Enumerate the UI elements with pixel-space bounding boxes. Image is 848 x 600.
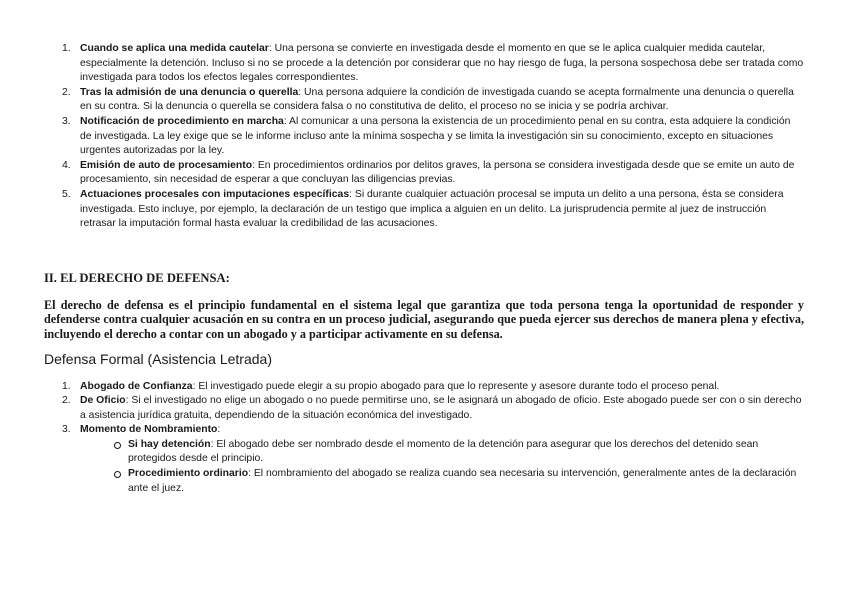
list-term: Actuaciones procesales con imputaciones específicas [80, 188, 350, 200]
circle-bullet-icon [114, 442, 121, 449]
list-item [62, 188, 804, 232]
list-term: Tras la admisión de una denuncia o querella [80, 86, 299, 98]
list-text: : El investigado puede elegir a su propio abogado para que lo represente y asesore durante todo el proceso penal. [192, 380, 720, 392]
list-number: 4. [62, 159, 71, 171]
circle-bullet-icon [114, 471, 121, 478]
list-number: 1. [62, 43, 71, 54]
list-item [62, 423, 804, 496]
sublist-term: Si hay detención [128, 438, 211, 450]
list-term: Momento de Nombramiento [80, 424, 218, 436]
sublist-item [114, 467, 804, 496]
list-item [62, 394, 804, 423]
list-text: : Si durante cualquier actuación procesal se imputa un delito a una persona, ésta se considera investigada. Esto incluye, por ejemplo, la declaración de un testigo que implica a alguien en un delito. La jurisprudencia permite al juez de instrucción retrasar la imputación formal hasta evaluar la credibilidad de las acusaciones. [80, 188, 784, 230]
list-term: Emisión de auto de procesamiento [80, 159, 253, 171]
appointment-moment-sublist [114, 438, 804, 496]
list-number: 2. [62, 395, 71, 407]
list-text: : [217, 424, 221, 436]
list-item [62, 115, 804, 159]
sub-heading: Defensa Formal (Asistencia Letrada) [44, 350, 272, 367]
list-item [62, 42, 804, 86]
list-term: Cuando se aplica una medida cautelar [80, 43, 269, 54]
list-number: 5. [62, 188, 71, 200]
list-term: Abogado de Confianza [80, 380, 193, 392]
list-text: : Al comunicar a una persona la existencia de un procedimiento penal en su contra, esta adquiere la condición de investigada. La ley exige que se le informe incluso ante la mínima sospecha y se limita la investigación sin su conocimiento, excepto en situaciones urgentes autorizadas por la ley. [80, 115, 791, 157]
list-number: 3. [62, 424, 71, 436]
section-heading: II. EL DERECHO DE DEFENSA: [44, 270, 230, 285]
list-item [62, 380, 804, 395]
list-term: Notificación de procedimiento en marcha [80, 115, 284, 127]
list-text: : Una persona adquiere la condición de investigada cuando se acepta formalmente una denuncia o querella en su contra. Si la denuncia o querella se considera falsa o no constitutiva de delito, el proceso no se inicia y se podría archivar. [80, 86, 794, 113]
section-intro: El derecho de defensa es el principio fundamental en el sistema legal que garantiza que toda persona tenga la oportunidad de responder y defenderse contra cualquier acusación en su contra en un proceso judicial, asegurando que pueda ejercer sus derechos de manera plena y efectiva, incluyendo el derecho a contar con un abogado y a participar activamente en su defensa. [44, 297, 804, 341]
investigated-conditions-list [62, 42, 804, 232]
list-text: : Si el investigado no elige un abogado o no puede permitirse uno, se le asignará un abogado de oficio. Este abogado puede ser con o sin derecho a asistencia jurídica gratuita, dependiendo de la situación económica del investigado. [80, 395, 802, 421]
sublist-term: Procedimiento ordinario [128, 468, 249, 480]
list-number: 1. [62, 380, 71, 392]
list-item [62, 86, 804, 115]
list-item [62, 159, 804, 188]
list-text: : Una persona se convierte en investigada desde el momento en que se le aplica cualquier medida cautelar, especialmente la detención. Incluso si no se procede a la detención por considerar que no hay riesgo de fuga, la persona sospechosa debe ser tratada como investigada para todos los efectos legales correspondientes. [80, 43, 804, 84]
list-number: 3. [62, 115, 71, 127]
sublist-text: : El abogado debe ser nombrado desde el momento de la detención para asegurar que los derechos del detenido sean protegidos desde el principio. [128, 438, 759, 465]
defense-types-list [62, 380, 804, 497]
list-term: De Oficio [80, 395, 126, 407]
list-number: 2. [62, 86, 71, 98]
sublist-text: : El nombramiento del abogado se realiza cuando sea necesaria su intervención, generalmente antes de la declaración ante el juez. [128, 468, 797, 494]
sublist-item [114, 438, 804, 467]
list-text: : En procedimientos ordinarios por delitos graves, la persona se considera investigada desde que se emite un auto de procesamiento, sin necesidad de esperar a que concluyan las diligencias previas. [80, 159, 795, 186]
